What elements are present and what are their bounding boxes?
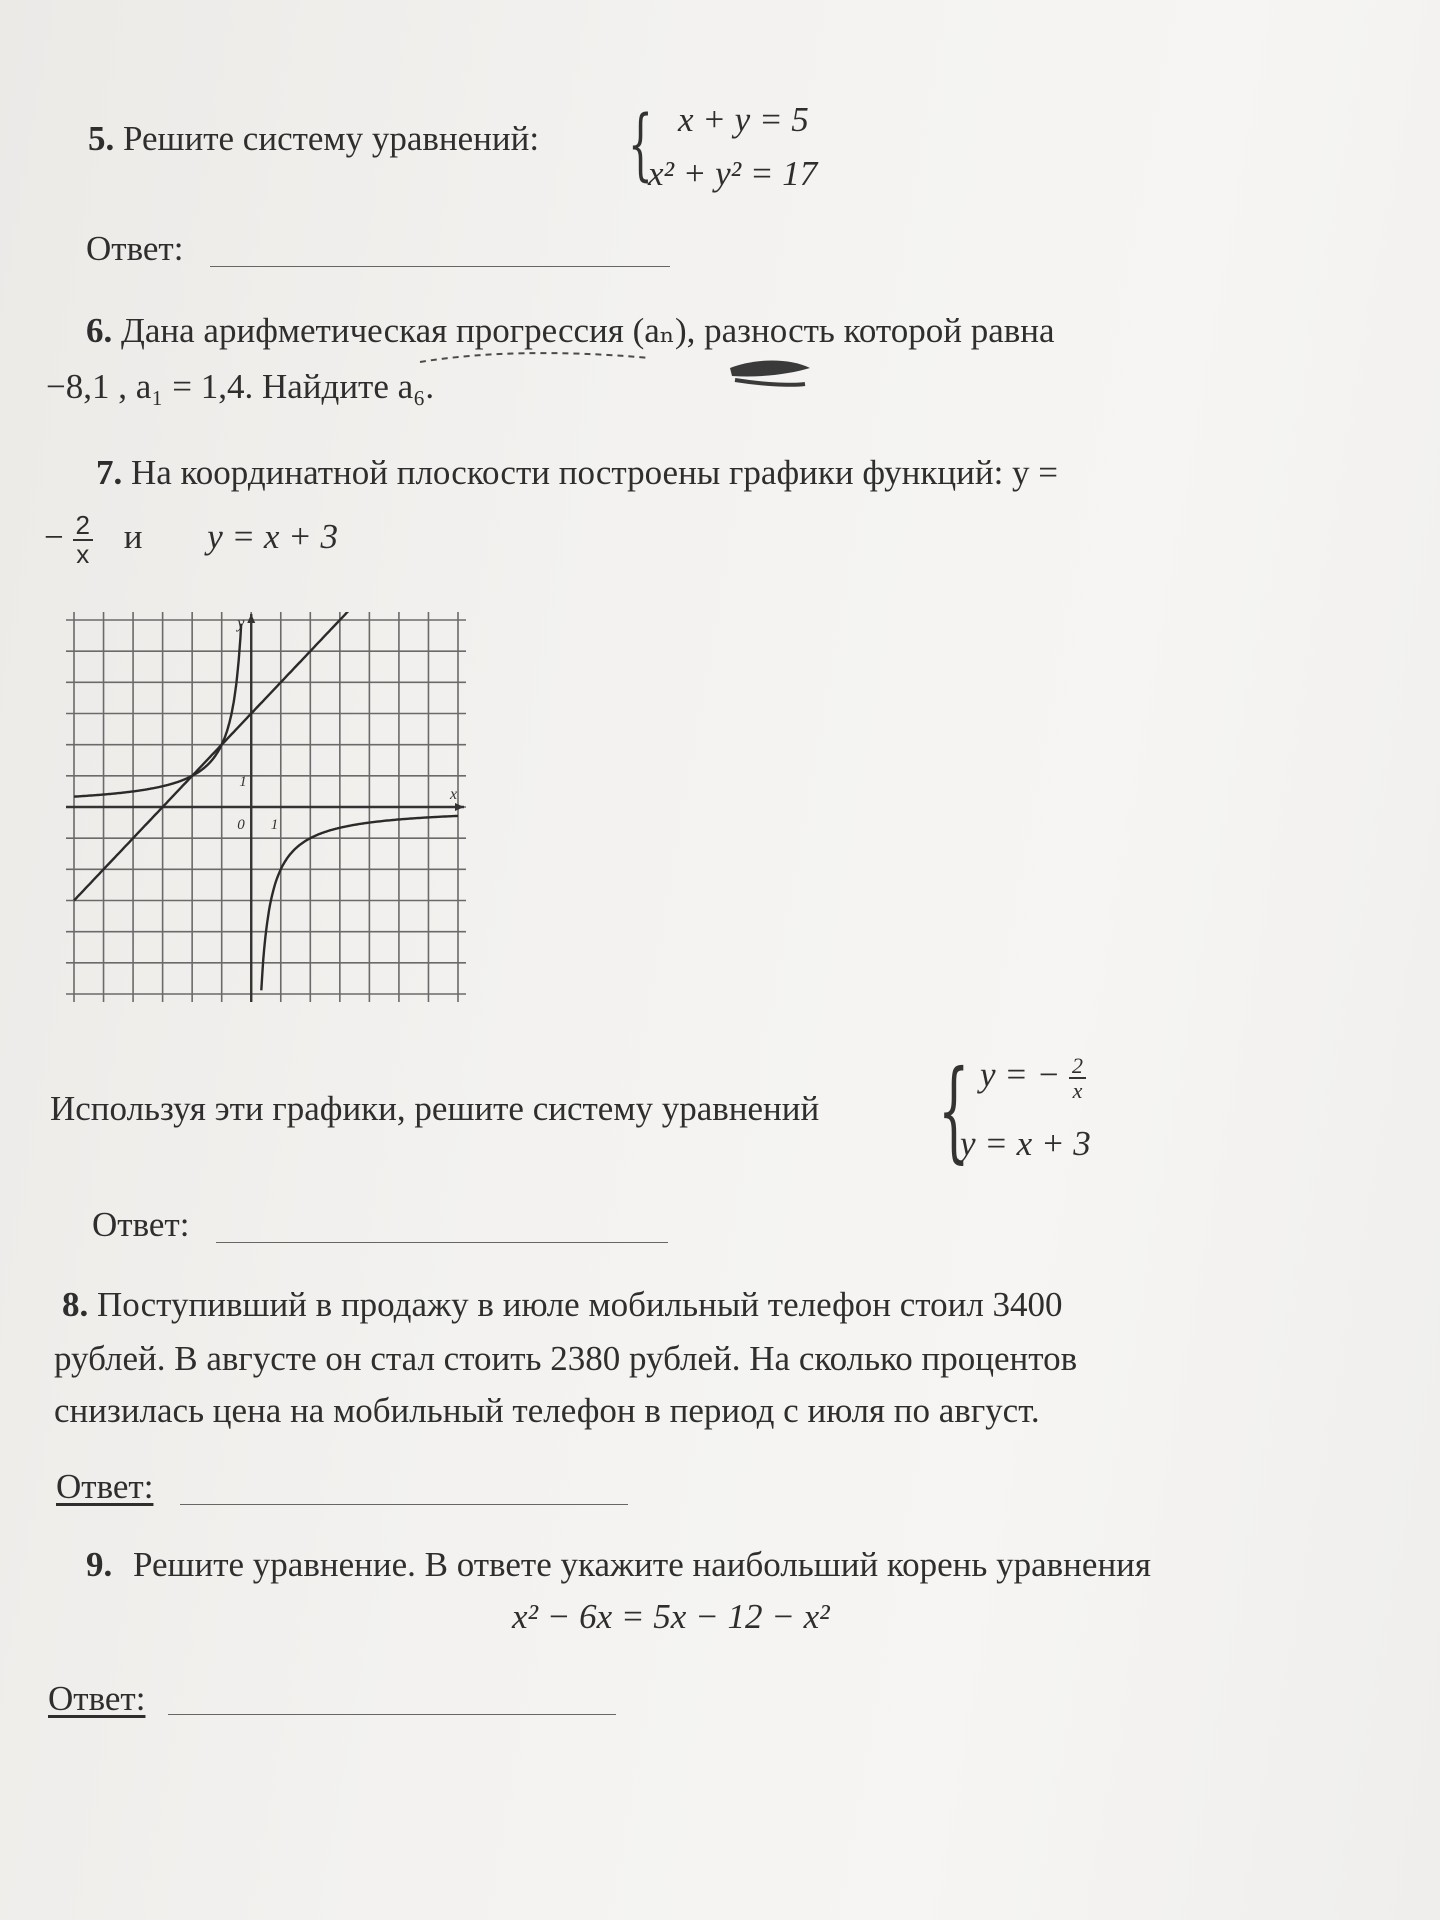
q9-line1 — [86, 1546, 1151, 1585]
q5-block — [88, 120, 539, 159]
q7-line1 — [96, 454, 1058, 493]
q5-text: Решите систему уравнений: — [123, 119, 540, 158]
q7-system-fraction-numerator: 2 — [1069, 1054, 1086, 1079]
q7-system-fraction — [1069, 1054, 1086, 1102]
q5-answer-line[interactable] — [210, 266, 670, 267]
q5-brace: { — [628, 100, 653, 190]
q5-equation-2: x² + y² = 17 — [648, 154, 818, 193]
q7-system-fraction-denominator: x — [1072, 1078, 1083, 1104]
q7-line2-equation: y = x + 3 — [207, 517, 339, 557]
q7-number: 7. — [96, 453, 123, 492]
q6-text-line2: −8,1 , a₁ = 1,4. Найдите a₆. — [46, 367, 435, 406]
origin-label: 0 — [237, 817, 245, 833]
q7-brace: { — [938, 1046, 970, 1174]
q9-answer-line[interactable] — [168, 1714, 616, 1715]
hyperbola-branch — [74, 624, 241, 797]
y-axis-label: y — [237, 615, 245, 632]
q6-text-line1: Дана арифметическая прогрессия (aₙ), разность которой равна — [121, 311, 1055, 350]
x-axis-arrow — [455, 803, 464, 811]
q7-line2 — [44, 512, 338, 569]
q7-text-line1: На координатной плоскости построены графики функций: y = — [131, 453, 1059, 492]
q7-answer-line[interactable] — [216, 1242, 668, 1243]
q8-line1 — [62, 1286, 1063, 1325]
q8-text-line3: снизилась цена на мобильный телефон в период с июля по август. — [54, 1391, 1040, 1430]
unit-y-label: 1 — [239, 773, 247, 790]
q7-system-equation-2: y = x + 3 — [960, 1124, 1091, 1163]
q8-number: 8. — [62, 1285, 89, 1324]
q9-text: Решите уравнение. В ответе укажите наибольший корень уравнения — [133, 1545, 1152, 1584]
unit-x-label: 1 — [270, 817, 279, 833]
q7-fraction — [73, 512, 93, 569]
q7-fraction-numerator: 2 — [73, 512, 93, 541]
q7-system-equation-1 — [980, 1054, 1086, 1102]
q5-equation-1: x + y = 5 — [678, 100, 809, 139]
q8-answer-label: Ответ: — [56, 1467, 154, 1506]
y-axis-arrow — [247, 614, 255, 623]
function-graph — [66, 612, 466, 1002]
q9-answer-label: Ответ: — [48, 1679, 146, 1718]
x-axis-label: x — [450, 786, 458, 803]
q8-answer-line[interactable] — [180, 1504, 628, 1505]
q6-number: 6. — [86, 311, 113, 350]
q8-text-line2: рублей. В августе он стал стоить 2380 рублей. На сколько процентов — [54, 1339, 1078, 1378]
q5-answer-label: Ответ: — [86, 229, 184, 268]
q7-and: и — [123, 517, 143, 557]
pen-marks — [360, 340, 840, 440]
q7-minus: − — [44, 517, 64, 557]
q7-prompt: Используя эти графики, решите систему уравнений — [50, 1089, 820, 1128]
q9-equation: x² − 6x = 5x − 12 − x² — [512, 1597, 830, 1636]
q9-number: 9. — [86, 1545, 113, 1584]
q5-number: 5. — [88, 119, 115, 158]
q7-system-eq1-left: y = − — [980, 1055, 1061, 1095]
q7-answer-label: Ответ: — [92, 1205, 190, 1244]
q8-text-line1: Поступивший в продажу в июле мобильный телефон стоил 3400 — [97, 1285, 1063, 1324]
q7-fraction-denominator: x — [76, 539, 90, 570]
